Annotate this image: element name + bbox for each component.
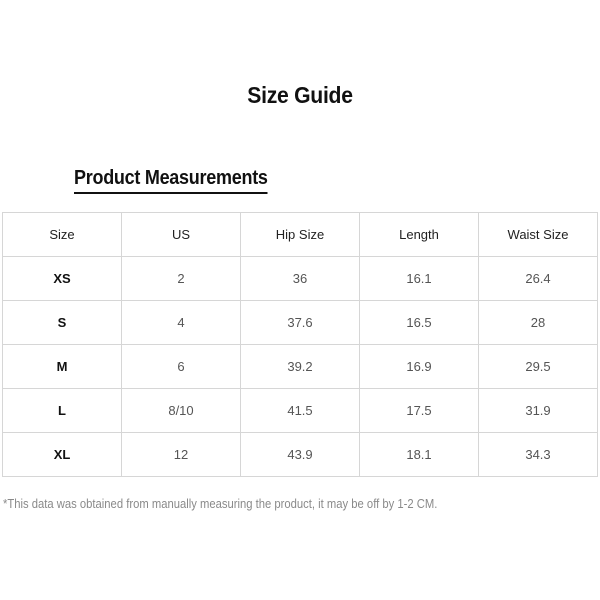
table-row bbox=[3, 345, 598, 389]
waist-cell: 28 bbox=[479, 301, 598, 345]
section-heading: Product Measurements bbox=[74, 167, 268, 194]
waist-cell: 29.5 bbox=[479, 345, 598, 389]
hip-cell: 37.6 bbox=[241, 301, 360, 345]
waist-cell: 31.9 bbox=[479, 389, 598, 433]
header-size: Size bbox=[3, 213, 122, 257]
table-row bbox=[3, 389, 598, 433]
us-cell: 8/10 bbox=[122, 389, 241, 433]
us-cell: 12 bbox=[122, 433, 241, 477]
length-cell: 16.1 bbox=[360, 257, 479, 301]
table-row bbox=[3, 433, 598, 477]
size-cell: M bbox=[3, 345, 122, 389]
size-cell: L bbox=[3, 389, 122, 433]
length-cell: 16.9 bbox=[360, 345, 479, 389]
length-cell: 18.1 bbox=[360, 433, 479, 477]
size-cell: XS bbox=[3, 257, 122, 301]
us-cell: 4 bbox=[122, 301, 241, 345]
hip-cell: 39.2 bbox=[241, 345, 360, 389]
size-cell: S bbox=[3, 301, 122, 345]
length-cell: 16.5 bbox=[360, 301, 479, 345]
page-title: Size Guide bbox=[247, 82, 353, 108]
us-cell: 2 bbox=[122, 257, 241, 301]
waist-cell: 34.3 bbox=[479, 433, 598, 477]
hip-cell: 36 bbox=[241, 257, 360, 301]
hip-cell: 41.5 bbox=[241, 389, 360, 433]
header-us: US bbox=[122, 213, 241, 257]
table-header-row bbox=[3, 213, 598, 257]
waist-cell: 26.4 bbox=[479, 257, 598, 301]
table-row bbox=[3, 257, 598, 301]
table-row bbox=[3, 301, 598, 345]
hip-cell: 43.9 bbox=[241, 433, 360, 477]
us-cell: 6 bbox=[122, 345, 241, 389]
size-cell: XL bbox=[3, 433, 122, 477]
header-hip-size: Hip Size bbox=[241, 213, 360, 257]
size-table bbox=[2, 212, 598, 477]
header-waist-size: Waist Size bbox=[479, 213, 598, 257]
header-length: Length bbox=[360, 213, 479, 257]
measurement-disclaimer: *This data was obtained from manually measuring the product, it may be off by 1-2 CM. bbox=[3, 497, 438, 511]
length-cell: 17.5 bbox=[360, 389, 479, 433]
